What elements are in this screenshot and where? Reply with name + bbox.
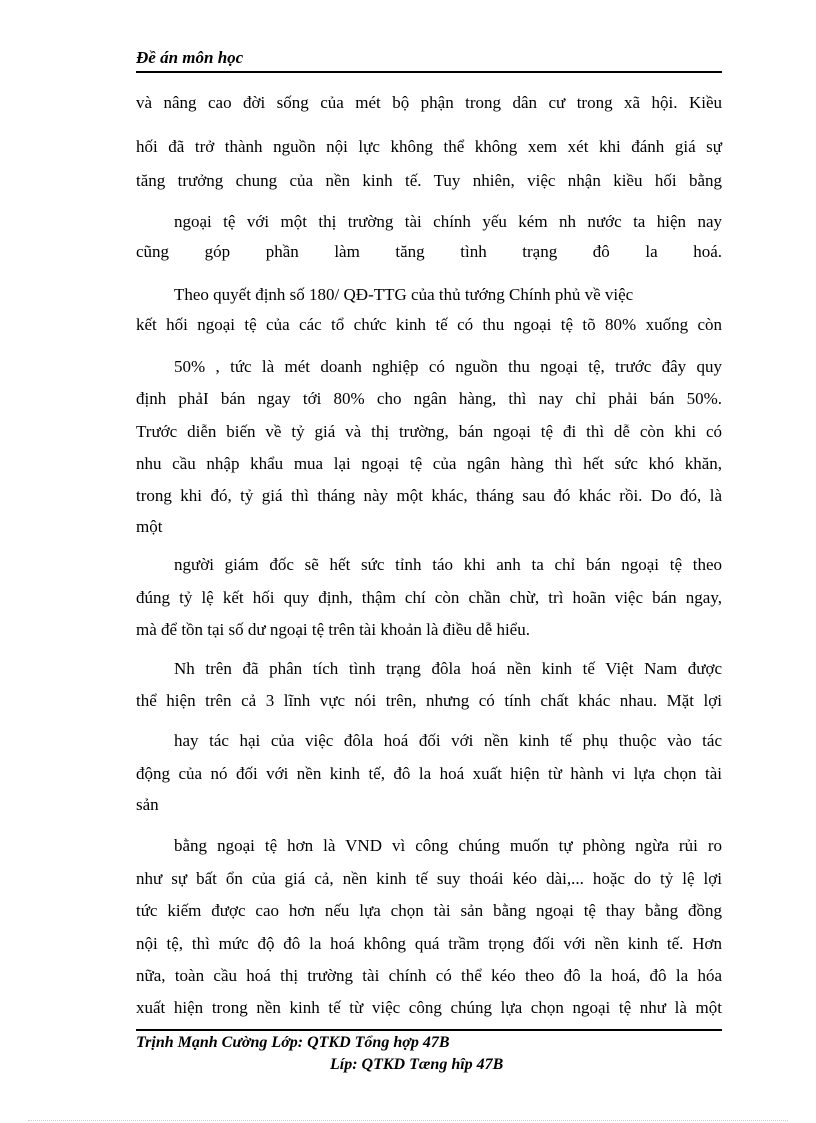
body-line: nhu cầu nhập khẩu mua lại ngoại tệ của ngân hàng thì hết sức khó khăn, [136, 454, 722, 473]
header-rule [136, 71, 722, 73]
header-title: Đề án môn học [136, 48, 244, 67]
body-line: xuất hiện trong nền kinh tế từ việc công chúng lựa chọn ngoại tệ như là một [136, 998, 722, 1017]
body-line: bằng ngoại tệ hơn là VND vì công chúng muốn tự phòng ngừa rủi ro [174, 836, 722, 855]
body-line: tức kiếm được cao hơn nếu lựa chọn tài sản bằng ngoại tệ thay bằng đồng [136, 901, 722, 920]
body-line: ngoại tệ với một thị trường tài chính yếu kém nh nước ta hiện nay [174, 212, 722, 231]
body-line: Trước diễn biến về tỷ giá và thị trường, bán ngoại tệ đi thì dễ còn khi có [136, 422, 722, 441]
body-line: động của nó đối với nền kinh tế, đô la hoá xuất hiện từ hành vi lựa chọn tài [136, 764, 722, 783]
body-line: người giám đốc sẽ hết sức tỉnh táo khi anh ta chỉ bán ngoại tệ theo [174, 555, 722, 574]
body-line: kết hối ngoại tệ của các tổ chức kinh tế có thu ngoại tệ tõ 80% xuống còn [136, 315, 722, 334]
body-line: 50% , tức là mét doanh nghiệp có nguồn thu ngoại tệ, trước đây quy [174, 357, 722, 376]
body-line: một [136, 517, 163, 536]
body-line: tăng trưởng chung của nền kinh tế. Tuy nhiên, việc nhận kiều hối bằng [136, 171, 722, 190]
body-line: mà để tồn tại số dư ngoại tệ trên tài khoản là điều dễ hiểu. [136, 620, 530, 639]
body-line: hối đã trở thành nguồn nội lực không thể không xem xét khi đánh giá sự [136, 137, 722, 156]
body-line: cũng góp phần làm tăng tình trạng đô la hoá. [136, 242, 722, 261]
footer-class: Líp: QTKD Tæng hîp 47B [330, 1056, 504, 1073]
body-line: Theo quyết định số 180/ QĐ-TTG của thủ tướng Chính phủ về việc [174, 285, 634, 304]
body-line: định phảI bán ngay tới 80% cho ngân hàng, thì nay chỉ phải bán 50%. [136, 389, 722, 408]
body-line: trong khi đó, tỷ giá thì tháng này một khác, tháng sau đó khác rồi. Do đó, là [136, 486, 722, 505]
body-line: đúng tỷ lệ kết hối quy định, thậm chí còn chần chừ, trì hoãn việc bán ngay, [136, 588, 722, 607]
footer-author: Trịnh Mạnh Cường Lớp: QTKD Tổng hợp 47B [136, 1034, 450, 1051]
body-line: và nâng cao đời sống của mét bộ phận trong dân cư trong xã hội. Kiều [136, 93, 722, 112]
body-line: hay tác hại của việc đôla hoá đối với nền kinh tế phụ thuộc vào tác [174, 731, 722, 750]
footer-rule [136, 1029, 722, 1031]
body-line: nội tệ, thì mức độ đô la hoá không quá trầm trọng đối với nền kinh tế. Hơn [136, 934, 722, 953]
body-line: như sự bất ổn của giá cả, nền kinh tế suy thoái kéo dài,... hoặc do tỷ lệ lợi [136, 869, 722, 888]
body-line: nữa, toàn cầu hoá thị trường tài chính có thể kéo theo đô la hoá, đô la hóa [136, 966, 722, 985]
body-line: thể hiện trên cả 3 lĩnh vực nói trên, nhưng có tính chất khác nhau. Mặt lợi [136, 691, 722, 710]
body-line: sản [136, 795, 159, 814]
body-line: Nh trên đã phân tích tình trạng đôla hoá nền kinh tế Việt Nam được [174, 659, 722, 678]
page-edge-divider [28, 1120, 788, 1121]
